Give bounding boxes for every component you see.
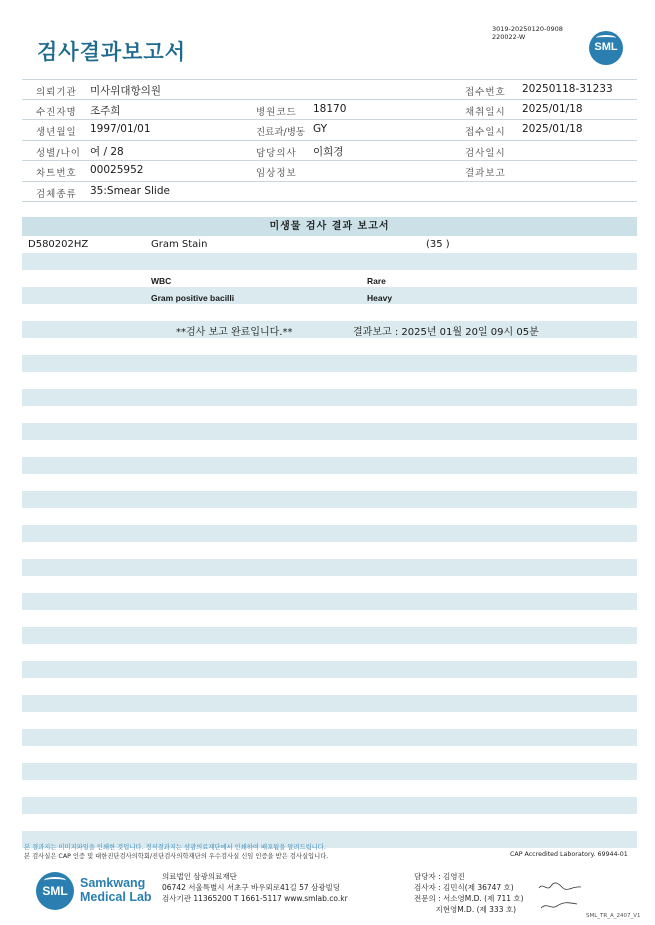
brand-name: Samkwang Medical Lab — [80, 876, 152, 904]
info-value: 00025952 — [90, 164, 144, 176]
info-value: 35:Smear Slide — [90, 184, 170, 197]
certification-notice: 본 검사실은 CAP 인증 및 대한진단검사의학회/진단검사의학재단의 우수검사실 신임 인증을 받은 검사실입니다. — [24, 853, 329, 860]
result-stripe — [22, 797, 637, 814]
test-name: Gram Stain — [151, 239, 208, 250]
test-code: D580202HZ — [28, 239, 89, 250]
info-row — [22, 141, 637, 162]
info-value: 1997/01/01 — [90, 123, 151, 135]
report-complete-text: **검사 보고 완료입니다.** — [176, 327, 293, 338]
page-title: 검사결과보고서 — [37, 40, 187, 64]
patient-info-table — [22, 79, 637, 202]
document-codes — [492, 25, 563, 41]
result-stripe — [22, 321, 637, 338]
form-code: SML_TR_A_2407_V1 — [586, 913, 641, 919]
info-label: 생년월일 — [36, 127, 77, 138]
info-value: 2025/01/18 — [522, 102, 583, 115]
info-value: 2025/01/18 — [522, 123, 583, 135]
info-label: 채취일시 — [465, 106, 506, 118]
info-value: 20250118-31233 — [522, 83, 613, 95]
result-name: Gram positive bacilli — [151, 293, 235, 303]
result-stripe — [22, 355, 637, 372]
signature-icon — [537, 880, 587, 914]
info-label: 검사일시 — [465, 147, 506, 159]
result-value: Rare — [367, 276, 386, 286]
info-value: GY — [313, 123, 328, 135]
sml-logo-icon: SML — [589, 31, 623, 65]
info-value: 18170 — [313, 102, 347, 115]
result-stripe — [22, 763, 637, 780]
info-label: 접수번호 — [465, 87, 506, 98]
result-stripe — [22, 423, 637, 440]
document-code-1: 3019-20250120-0908 — [492, 25, 563, 33]
result-stripe — [22, 457, 637, 474]
result-stripe — [22, 729, 637, 746]
result-value: Heavy — [367, 293, 393, 303]
info-value: 여 / 28 — [90, 145, 124, 158]
result-stripe — [22, 593, 637, 610]
info-row — [22, 161, 637, 182]
info-label: 성별/나이 — [36, 147, 81, 159]
info-value: 미사위대항의원 — [90, 85, 162, 97]
image-notice: 본 결과지는 이미지파일을 인쇄한 것입니다. 정식결과지는 삼광의료재단에서 인쇄하여 배포됨을 알려드립니다. — [24, 844, 326, 851]
result-stripe — [22, 287, 637, 304]
result-stripe — [22, 695, 637, 712]
result-stripe — [22, 627, 637, 644]
info-label: 진료과/병동 — [256, 127, 306, 138]
info-row — [22, 120, 637, 141]
result-stripe — [22, 559, 637, 576]
info-label: 담당의사 — [256, 147, 297, 159]
test-number: (35 ) — [426, 239, 450, 250]
result-stripe — [22, 661, 637, 678]
info-row — [22, 100, 637, 121]
info-value: 이희경 — [313, 145, 344, 158]
info-label: 임상정보 — [256, 168, 297, 179]
result-stripe — [22, 253, 637, 270]
report-time: 결과보고 : 2025년 01월 20일 09시 05분 — [353, 327, 539, 338]
lab-staff: 담당자 : 김영진 검사자 : 김민식(제 36747 호) 전문의 : 서소영M.D. (제 711 호) 지현영M.D. (제 333 호) — [414, 872, 524, 914]
info-label: 수진자명 — [36, 106, 77, 118]
section-title: 미생물 검사 결과 보고서 — [22, 217, 637, 236]
document-code-2: 220022-W — [492, 33, 526, 41]
info-label: 결과보고 — [465, 168, 506, 179]
info-label: 병원코드 — [256, 106, 297, 118]
result-stripe — [22, 491, 637, 508]
info-label: 검체종류 — [36, 188, 77, 200]
lab-address: 의료법인 삼광의료재단 06742 서울특별시 서초구 바우뫼로41길 57 삼광빌딩 검사기관 11365200 T 1661-5117 www.smlab.co.kr — [162, 872, 348, 903]
result-stripe — [22, 525, 637, 542]
info-label: 차트번호 — [36, 168, 77, 179]
sml-logo-icon: SML — [36, 872, 74, 910]
info-value: 조주희 — [90, 104, 121, 117]
cap-accreditation: CAP Accredited Laboratory. 69944-01 — [510, 851, 628, 858]
info-row — [22, 79, 637, 100]
info-row — [22, 182, 637, 203]
info-label: 의뢰기관 — [36, 87, 77, 98]
result-stripe — [22, 389, 637, 406]
info-label: 접수일시 — [465, 127, 506, 138]
result-name: WBC — [151, 276, 172, 286]
